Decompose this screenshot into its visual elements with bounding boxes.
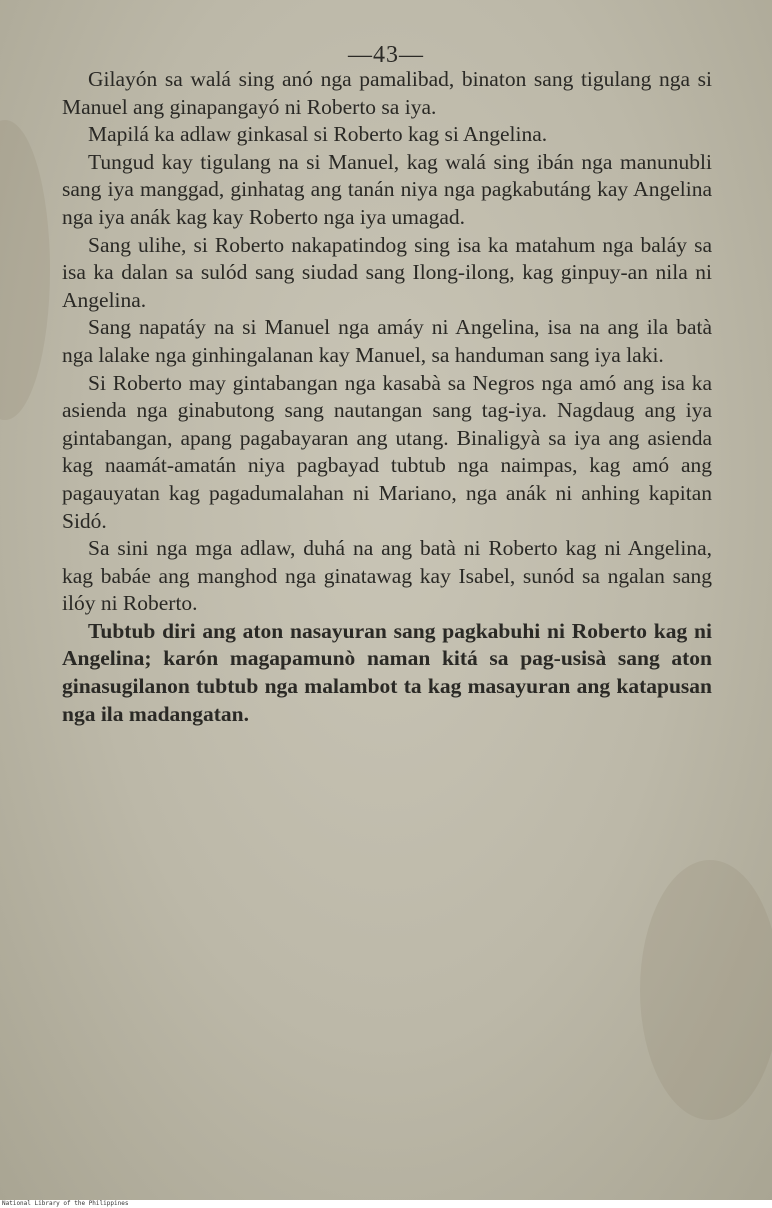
- paragraph: Gilayón sa walá sing anó nga pamalibad, binaton sang tigulang nga si Manuel ang ginapangayó ni Roberto sa iya.: [62, 67, 712, 119]
- paper-stain: [0, 120, 50, 420]
- paragraph: Si Roberto may gintabangan nga kasabà sa Negros nga amó ang isa ka asienda nga ginabutong sang nautangan sang tag-iya. Nagdaug ang iya gintabangan, apang pagabayaran ang utang. Binaligyà sa iya ang asienda kag naamát-amatán niya pagbayad tubtub nga naimpas, kag amó ang pagauyatan kag pagadumalahan ni Mariano, nga anák ni anhing kapitan Sidó.: [62, 370, 712, 533]
- page-number: —43—: [348, 42, 424, 68]
- paragraph-bold: Tubtub diri ang aton nasayuran sang pagkabuhi ni Roberto kag ni Angelina; karón magapamunò naman kitá sa pag-usisà sang aton ginasugilanon tubtub nga malambot ta kag masayuran ang katapusan nga ila madangatan.: [62, 618, 712, 726]
- body-text: [62, 66, 712, 728]
- paragraph: Tungud kay tigulang na si Manuel, kag walá sing ibán nga manunubli sang iya manggad, ginhatag ang tanán niya nga pagkabutáng kay Angelina nga iya anák kag kay Roberto nga iya umagad.: [62, 149, 712, 229]
- paragraph: Mapilá ka adlaw ginkasal si Roberto kag si Angelina.: [88, 122, 548, 147]
- paragraph: Sa sini nga mga adlaw, duhá na ang batà ni Roberto kag ni Angelina, kag babáe ang manghod nga ginatawag kay Isabel, sunód sa ngalan sang ilóy ni Roberto.: [62, 536, 712, 616]
- library-credit: National Library of the Philippines: [2, 1200, 129, 1207]
- paragraph: Sang napatáy na si Manuel nga amáy ni Angelina, isa na ang ila batà nga lalake nga ginhingalanan kay Manuel, sa handuman sang iya laki.: [62, 315, 712, 367]
- paper-stain: [640, 860, 772, 1120]
- paragraph: Sang ulihe, si Roberto nakapatindog sing isa ka matahum nga baláy sa isa ka dalan sa sulód sang siudad sang Ilong-ilong, kag ginpuy-an nila ni Angelina.: [62, 232, 712, 312]
